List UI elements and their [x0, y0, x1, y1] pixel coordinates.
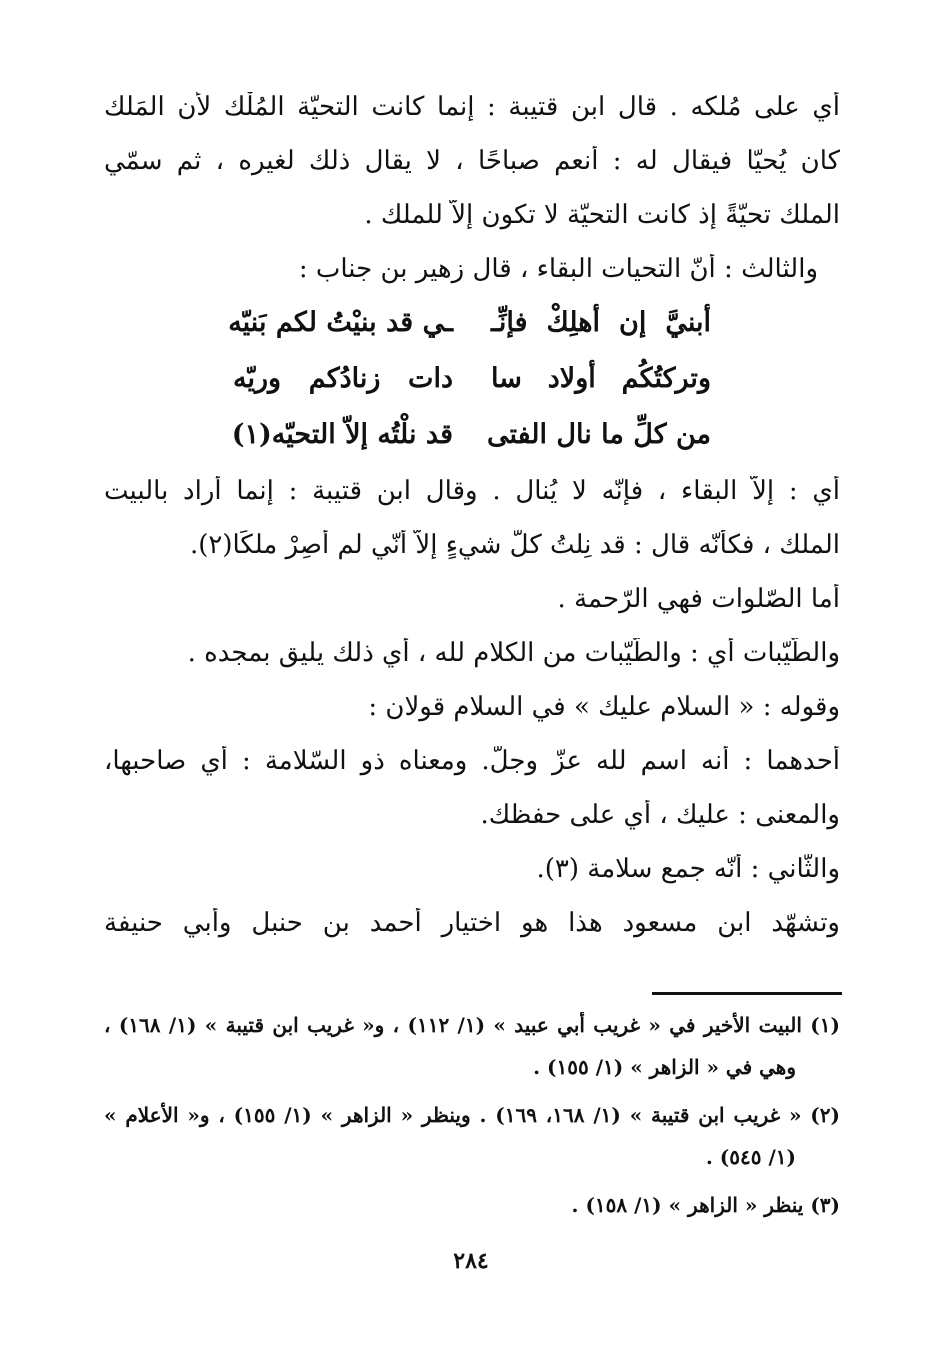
footnote-line: (١/ ٥٤٥) .: [705, 1145, 796, 1169]
text-line: الملك تحيّةً إذ كانت التحيّة لا تكون إلاّ للملك .: [364, 200, 840, 230]
text-line: أحدهما : أنه اسم لله عزّ وجلّ. ومعناه ذو السّلامة : أي صاحبها،: [104, 746, 840, 776]
text-line: وتشهّد ابن مسعود هذا هو اختيار أحمد بن حنبل وأبي حنيفة: [104, 908, 840, 938]
text-line: والطّيّبات أي : والطّيّبات من الكلام لله ، أي ذلك يليق بمجده .: [187, 638, 840, 668]
text-line: أما الصّلوات فهي الرّحمة .: [557, 584, 840, 614]
text-line: والثالث : أنّ التحيات البقاء ، قال زهير بن جناب :: [298, 254, 818, 284]
main-text: [104, 92, 840, 962]
text-line: أي : إلاّ البقاء ، فإنّه لا يُنال . وقال ابن قتيبة : إنما أراد بالبيت: [104, 476, 840, 506]
verse-first-hemistich: من كلِّ ما نال الفتى: [486, 419, 711, 450]
footnote-divider: [652, 992, 842, 995]
text-line: وقوله : « السلام عليك » في السلام قولان :: [368, 692, 840, 722]
footnote-line: (٢) « غريب ابن قتيبة » (١/ ١٦٨، ١٦٩) . وينظر « الزاهر » (١/ ١٥٥) ، و« الأعلام »: [104, 1103, 840, 1127]
verse-first-hemistich: أبنيَّ إن أهلِكْ فإنِّـ: [491, 307, 711, 338]
poem-verse: [104, 308, 840, 364]
poem-verse: [104, 420, 840, 476]
text-line: والمعنى : عليك ، أي على حفظك.: [480, 800, 840, 830]
page-number: ٢٨٤: [453, 1248, 489, 1274]
footnote-line: (١) البيت الأخير في « غريب أبي عبيد » (١/ ١١٢) ، و« غريب ابن قتيبة » (١/ ١٦٨) ،: [104, 1013, 840, 1037]
text-line: كان يُحيّا فيقال له : أنعم صباحًا ، لا يقال ذلك لغيره ، ثم سمّي: [104, 146, 840, 176]
verse-second-hemistich: ـي قد بنيْتُ لكم بَنيّه: [228, 307, 453, 338]
footnote-line: (٣) ينظر « الزاهر » (١/ ١٥٨) .: [571, 1193, 840, 1217]
verse-second-hemistich: دات زنادُكم وريّه: [233, 363, 453, 394]
text-line: والثّاني : أنّه جمع سلامة (٣).: [536, 854, 840, 884]
footnotes: [104, 1012, 840, 1234]
verse-first-hemistich: وتركتُكُم أولاد سا: [491, 363, 711, 394]
footnote-line: وهي في « الزاهر » (١/ ١٥٥) .: [533, 1055, 796, 1079]
poem-verse: [104, 364, 840, 420]
text-line: الملك ، فكأنّه قال : قد نِلتُ كلَّ شيءٍ إلاّ أنّي لم أصِرْ ملكًا(٢).: [189, 530, 840, 560]
text-line: أي على مُلكه . قال ابن قتيبة : إنما كانت التحيّة المُلْك لأن المَلك: [104, 92, 840, 122]
verse-second-hemistich: قد نلْتُه إلاّ التحيّه(١): [231, 419, 453, 450]
